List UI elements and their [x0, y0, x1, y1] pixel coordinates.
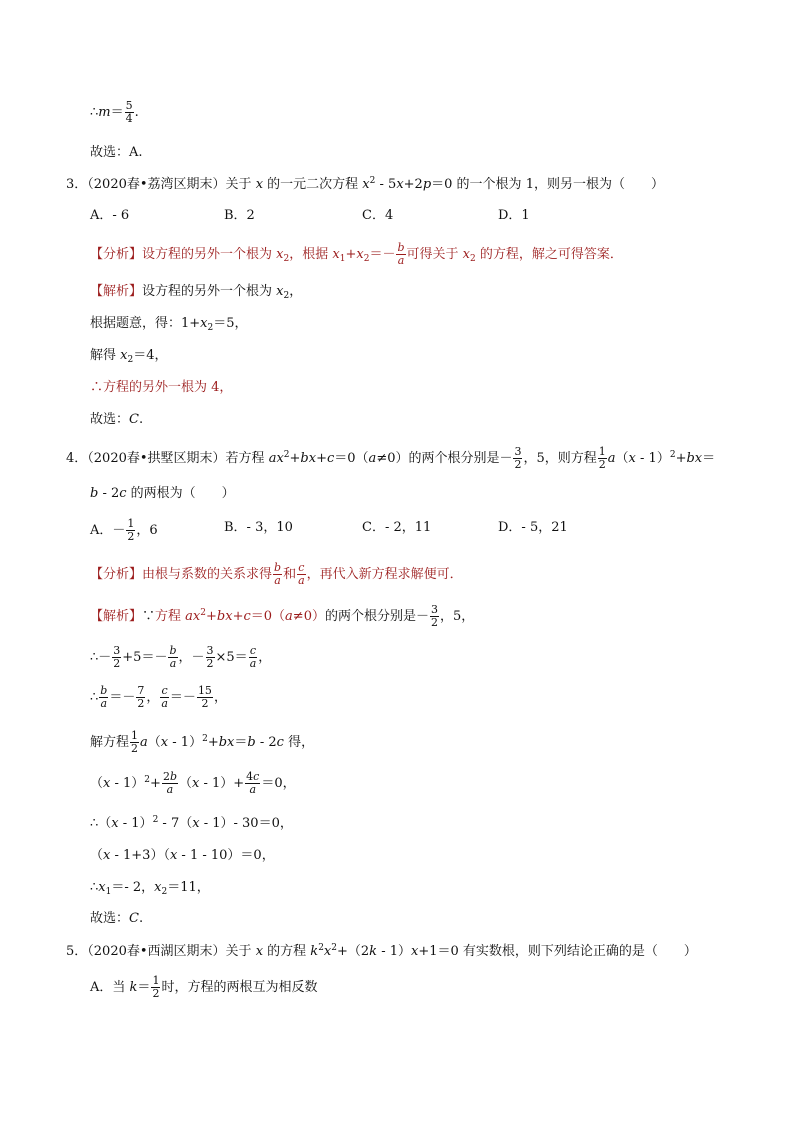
- m-value-line: ∴m＝ $\frac{5}{4}$ .: [90, 99, 139, 125]
- q4-solution-4: 解方程 $\frac{1}{2}$ a（x - 1）$^2$+bx＝b - 2c 得，: [90, 729, 315, 755]
- q3-solution-4: ∴方程的另外一根为 4，: [90, 380, 233, 395]
- q4-answer: 故选：C.: [90, 911, 144, 926]
- q4-solution-5: （x - 1）$^2$+ $\frac{2b}{a}$ （x - 1）+ $\frac{4c}{a}$ ＝0，: [90, 770, 296, 796]
- q3-stem: 3．（2020春•荔湾区期末）关于 x 的一元二次方程 $x^2 - 5x+2p=0$ 的一个根为 1，则另一根为（ ）: [66, 176, 664, 192]
- q3-solution-2: 根据题意，得：$1+x_2=5$，: [90, 316, 248, 333]
- q4-solution-3: ∴ $\frac{b}{a}$ ＝－ $\frac{7}{2}$ ， $\frac{c}{a}$ ＝－ $\frac{15}{2}$ ，: [90, 684, 227, 710]
- q4-stem-1: 4．（2020春•拱墅区期末）若方程 $ax^2+bx+c=0(a\ne 0)$的两个根分别是－ $\frac{3}{2}$ ，5，则方程 $\frac{1}{2}$ a（x - 1）$^2$+bx＝: [66, 445, 716, 471]
- q4-solution-1: 【解析】∵方程 $ax^2+bx+c=0(a\ne 0)$的两个根分别是－ $\frac{3}{2}$ ，5，: [90, 603, 475, 629]
- q3-analysis: 【分析】设方程的另外一个根为 $x_2$，根据 $x_1+x_2=-$ $\frac{b}{a}$ 可得关于 $x_2$ 的方程，解之可得答案．: [90, 241, 623, 267]
- q5-stem: 5．（2020春•西湖区期末）关于 x 的方程 $k^2x^2+(2k - 1)x+1=0$ 有实数根，则下列结论正确的是（ ）: [66, 943, 697, 959]
- q4-solution-7: （x - 1+3）（x - 1 - 10）＝0，: [90, 848, 275, 863]
- q3-answer: 故选：C.: [90, 412, 144, 427]
- q4-solution-2: ∴－ $\frac{3}{2}$ +5＝－ $\frac{b}{a}$ ，－ $\frac{3}{2}$ ×5＝ $\frac{c}{a}$ ，: [90, 644, 272, 670]
- q4-analysis: 【分析】由根与系数的关系求得 $\frac{b}{a}$ 和 $\frac{c}{a}$ ，再代入新方程求解便可．: [90, 561, 463, 587]
- q4-solution-6: ∴（x - 1）$^2$ - 7（x - 1）- 30＝0，: [90, 815, 293, 831]
- q5-option-a: A．当 k＝ $\frac{1}{2}$ 时，方程的两根互为相反数: [90, 974, 318, 1000]
- q4-stem-2: b - 2c 的两根为（ ）: [90, 486, 235, 501]
- q3-solution-3: 解得 $x_2=4$，: [90, 348, 168, 365]
- q3-solution-1: 【解析】设方程的另外一个根为 $x_2$，: [90, 284, 303, 301]
- q4-solution-8: $\therefore x_1=-$ 2，$x_2=11$，: [90, 880, 210, 897]
- previous-answer: 故选：A.: [90, 145, 143, 160]
